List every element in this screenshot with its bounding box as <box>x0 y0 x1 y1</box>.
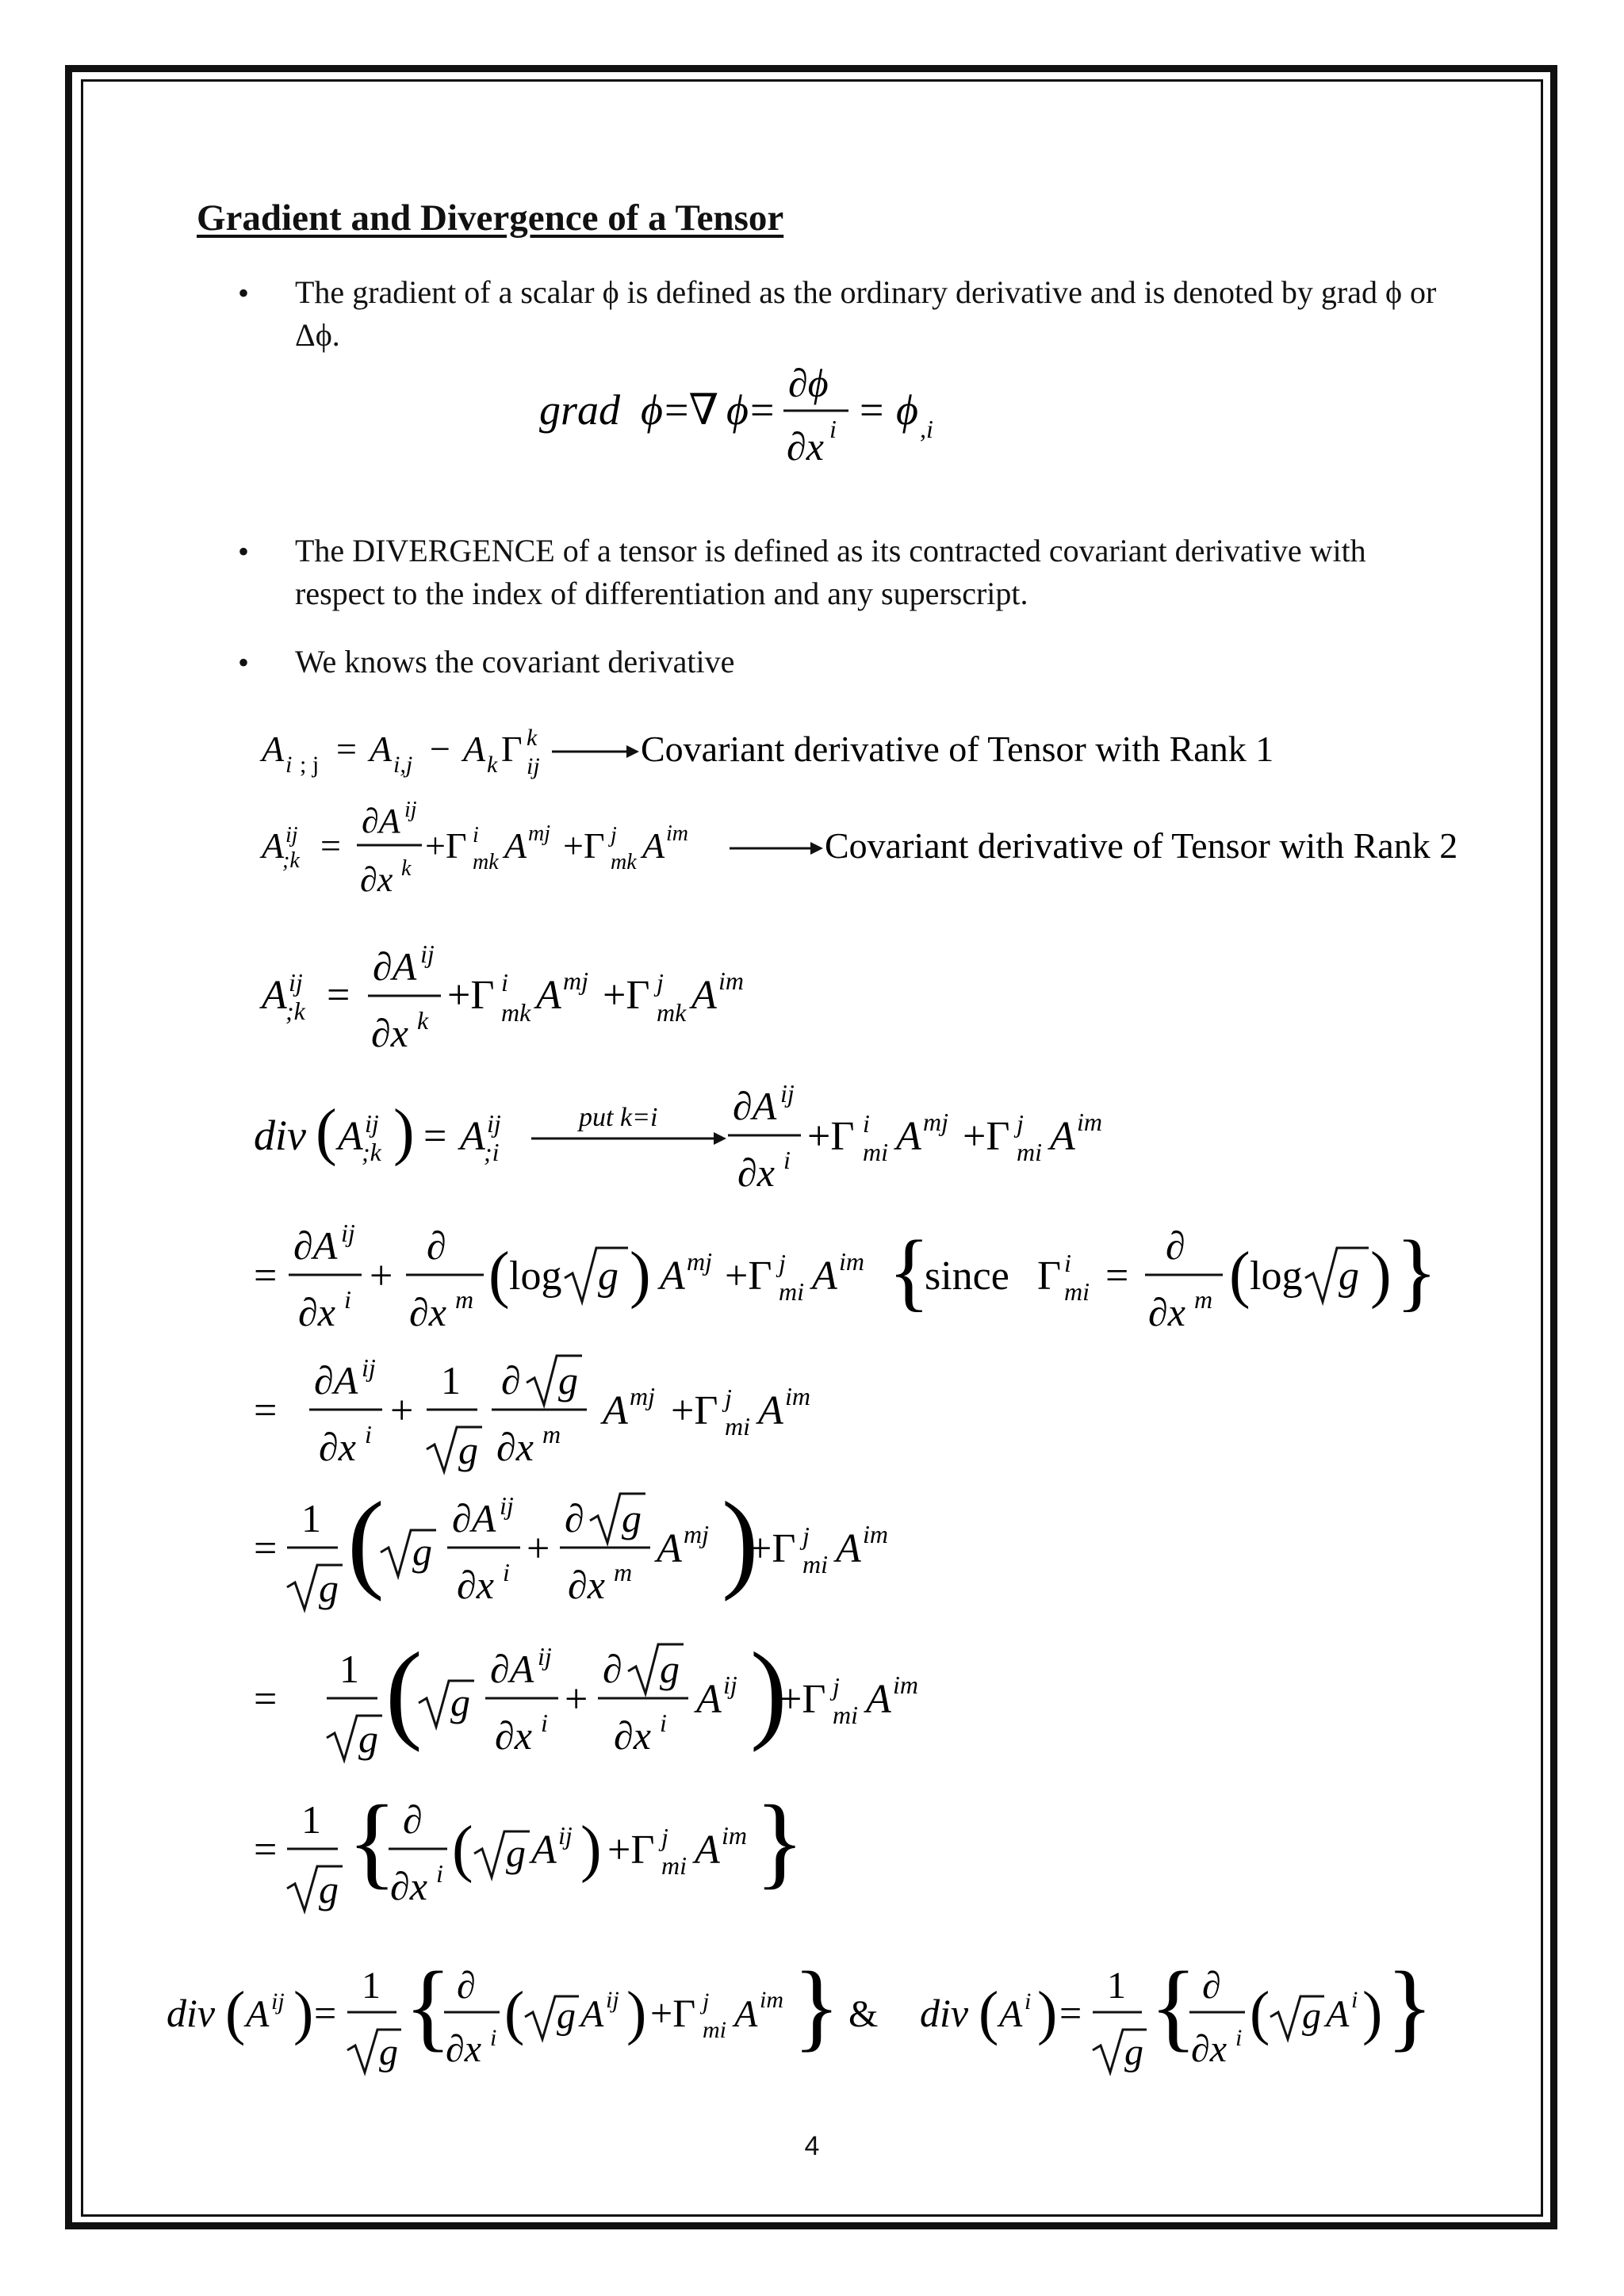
svg-text:mj: mj <box>630 1382 655 1410</box>
svg-text:): ) <box>1362 1980 1383 2046</box>
svg-text:A: A <box>695 1827 720 1873</box>
svg-text:i: i <box>490 2025 497 2051</box>
svg-text:j: j <box>725 1383 732 1412</box>
svg-text:+Γ: +Γ <box>963 1114 1010 1159</box>
svg-text:g: g <box>1302 1995 1321 2037</box>
svg-text:=: = <box>314 1991 337 2035</box>
svg-text:mk: mk <box>501 998 531 1027</box>
rank1-label: Covariant derivative of Tensor with Rank 1 <box>641 729 1274 769</box>
svg-text:i: i <box>541 1709 548 1737</box>
svg-text:i: i <box>285 752 293 778</box>
svg-text:k: k <box>487 752 498 778</box>
svg-text:∂A: ∂A <box>452 1496 496 1540</box>
svg-text:+: + <box>370 1253 393 1299</box>
svg-text:mk: mk <box>657 998 687 1027</box>
svg-text:{: { <box>404 1952 452 2061</box>
svg-text:mj: mj <box>923 1108 948 1136</box>
svg-text:g: g <box>412 1529 432 1574</box>
equation-gradient <box>523 349 967 476</box>
svg-text:mi: mi <box>661 1851 687 1880</box>
svg-text:ij: ij <box>500 1491 514 1520</box>
svg-text:=: = <box>320 825 341 866</box>
svg-text:;i: ;i <box>484 1138 500 1166</box>
equation-rank2 <box>254 793 1538 912</box>
svg-text:∂A: ∂A <box>314 1358 358 1402</box>
svg-text:div: div <box>920 1991 969 2035</box>
svg-text:A: A <box>1050 1114 1075 1159</box>
svg-text:(: ( <box>979 1980 999 2046</box>
svg-text:k: k <box>417 1006 429 1035</box>
svg-text:ij: ij <box>362 1353 376 1382</box>
svg-text:A: A <box>463 729 486 769</box>
bullet-text-divergence: The DIVERGENCE of a tensor is defined as its contracted covariant derivative with respect to the index of differentiation and any superscript. <box>295 533 1366 611</box>
svg-text:=: = <box>1105 1253 1129 1299</box>
svg-text:∂x: ∂x <box>371 1011 408 1055</box>
svg-text:im: im <box>718 966 744 995</box>
svg-text:=: = <box>254 1253 278 1299</box>
section-title: Gradient and Divergence of a Tensor <box>197 197 784 239</box>
page-number: 4 <box>804 2131 820 2161</box>
rank2-label: Covariant derivative of Tensor with Rank 2 <box>825 825 1458 866</box>
svg-text:mj: mj <box>684 1520 709 1548</box>
svg-text:∂: ∂ <box>501 1358 521 1402</box>
equation-div-step1 <box>254 1070 1205 1205</box>
svg-text:A: A <box>758 1388 783 1433</box>
svg-text:∂: ∂ <box>1202 1965 1221 2007</box>
svg-text:m: m <box>614 1558 633 1586</box>
svg-text:i: i <box>829 415 837 443</box>
bullet-dot: • <box>238 645 250 680</box>
svg-text:∂x: ∂x <box>319 1425 356 1469</box>
svg-text:∂x: ∂x <box>457 1563 494 1607</box>
svg-text:A: A <box>531 1827 557 1873</box>
svg-text:i: i <box>660 1709 667 1737</box>
svg-text:i,j: i,j <box>393 752 413 778</box>
svg-text:=∇: =∇ <box>665 386 719 434</box>
bullet-dot: • <box>238 275 250 311</box>
svg-text:): ) <box>722 1483 759 1602</box>
svg-text:∂A: ∂A <box>373 944 417 989</box>
svg-text:; j: ; j <box>300 752 320 778</box>
svg-text:mi: mi <box>833 1701 858 1729</box>
svg-text:∂: ∂ <box>565 1496 584 1540</box>
svg-text:+Γ: +Γ <box>447 973 495 1018</box>
log-label: log <box>509 1253 562 1299</box>
svg-text:A: A <box>999 1993 1023 2035</box>
svg-text:i: i <box>783 1146 791 1174</box>
svg-text:(: ( <box>1229 1240 1251 1310</box>
svg-text:A: A <box>460 1114 485 1159</box>
svg-text:m: m <box>542 1420 561 1448</box>
svg-text:∂x: ∂x <box>360 860 393 899</box>
svg-text:g: g <box>358 1716 378 1761</box>
grad-label: grad <box>539 386 621 434</box>
svg-text:1: 1 <box>301 1797 321 1842</box>
svg-text:∂ϕ: ∂ϕ <box>788 361 829 405</box>
svg-text:∂: ∂ <box>457 1965 476 2007</box>
svg-text:∂x: ∂x <box>446 2028 482 2070</box>
svg-text:m: m <box>1194 1285 1213 1314</box>
svg-text:mj: mj <box>563 966 588 995</box>
svg-text:mj: mj <box>528 821 550 846</box>
svg-text:∂x: ∂x <box>495 1713 532 1758</box>
svg-text:(: ( <box>504 1980 525 2046</box>
svg-text:g: g <box>1124 2031 1143 2073</box>
svg-text:im: im <box>760 1987 783 2013</box>
svg-text:i: i <box>863 1109 870 1138</box>
svg-text:): ) <box>1037 1980 1058 2046</box>
svg-text:ij: ij <box>404 798 417 822</box>
svg-text:im: im <box>1077 1108 1102 1136</box>
svg-text:1: 1 <box>301 1496 321 1540</box>
svg-text:j: j <box>833 1672 840 1701</box>
svg-text:i: i <box>344 1285 351 1314</box>
equation-div-step6 <box>254 1784 888 1927</box>
svg-text:ϕ: ϕ <box>641 386 663 434</box>
svg-text:1: 1 <box>441 1358 461 1402</box>
svg-text:mi: mi <box>779 1277 804 1306</box>
svg-text:): ) <box>293 1980 314 2046</box>
svg-text:+Γ: +Γ <box>563 825 605 866</box>
svg-text:+Γ: +Γ <box>603 973 650 1018</box>
svg-text:i: i <box>1235 2025 1243 2051</box>
svg-text:A: A <box>580 1993 604 2035</box>
svg-text:im: im <box>722 1821 747 1850</box>
svg-text:g: g <box>379 2031 398 2073</box>
svg-text:∂x: ∂x <box>1191 2028 1228 2070</box>
svg-text:log: log <box>1250 1253 1303 1299</box>
svg-text:im: im <box>863 1520 888 1548</box>
svg-text:A: A <box>603 1388 628 1433</box>
svg-text:+: + <box>390 1388 414 1433</box>
svg-text:g: g <box>458 1428 478 1472</box>
svg-text:(: ( <box>452 1814 473 1884</box>
svg-text:+: + <box>565 1677 588 1722</box>
svg-text:i: i <box>1351 1987 1358 2013</box>
svg-text:}: } <box>1386 1952 1434 2061</box>
svg-text:∂x: ∂x <box>1148 1290 1185 1334</box>
equation-div-step4 <box>254 1483 967 1625</box>
svg-text:1: 1 <box>362 1965 381 2007</box>
svg-text:A: A <box>338 1114 363 1159</box>
svg-text:∂x: ∂x <box>737 1150 775 1195</box>
svg-text:ij: ij <box>271 1988 285 2015</box>
svg-text:1: 1 <box>1107 1965 1126 2007</box>
svg-text:}: } <box>1396 1223 1438 1319</box>
svg-text:div: div <box>167 1991 216 2035</box>
svg-text:(: ( <box>225 1980 246 2046</box>
svg-text:g: g <box>660 1647 680 1691</box>
equation-div-step3 <box>254 1348 967 1483</box>
svg-text:=: = <box>327 973 350 1018</box>
svg-text:=: = <box>254 1388 278 1433</box>
svg-text:im: im <box>839 1247 864 1276</box>
svg-text:i: i <box>503 1558 510 1586</box>
svg-text:ij: ij <box>538 1642 552 1670</box>
svg-text:): ) <box>630 1240 651 1310</box>
svg-text:∂x: ∂x <box>496 1425 534 1469</box>
svg-text:1: 1 <box>339 1647 359 1691</box>
svg-text:mk: mk <box>611 850 637 874</box>
svg-text:ij: ij <box>285 823 298 848</box>
svg-text:A: A <box>1326 1993 1350 2035</box>
svg-text:A: A <box>262 825 285 866</box>
svg-text:∂A: ∂A <box>490 1647 534 1691</box>
svg-text:∂: ∂ <box>403 1797 423 1842</box>
svg-text:{: { <box>1150 1952 1197 2061</box>
svg-text:A: A <box>262 729 285 769</box>
svg-text:g: g <box>450 1680 470 1724</box>
svg-text:ij: ij <box>365 1109 379 1138</box>
svg-text:=: = <box>254 1526 278 1571</box>
svg-text:A: A <box>734 1993 758 2035</box>
svg-text:g: g <box>319 1566 339 1610</box>
svg-text:A: A <box>246 1993 270 2035</box>
svg-text:): ) <box>750 1633 787 1753</box>
svg-text:i: i <box>501 968 508 997</box>
svg-text:ij: ij <box>780 1079 795 1108</box>
svg-text:(: ( <box>316 1097 337 1167</box>
equation-div-step2 <box>254 1213 1459 1348</box>
svg-text:+Γ: +Γ <box>779 1677 826 1722</box>
svg-text:,i: ,i <box>920 415 933 443</box>
svg-text:Γ: Γ <box>501 729 523 769</box>
and-symbol: & <box>848 1993 879 2035</box>
since-label: since <box>925 1253 1009 1299</box>
svg-text:+Γ: +Γ <box>749 1526 796 1571</box>
svg-text:;k: ;k <box>282 848 300 873</box>
svg-text:∂A: ∂A <box>733 1084 777 1128</box>
svg-text:k: k <box>401 856 412 881</box>
svg-text:=: = <box>860 386 884 434</box>
svg-text:ij: ij <box>558 1821 573 1850</box>
svg-text:i: i <box>1064 1249 1071 1277</box>
svg-text:j: j <box>703 1988 710 2015</box>
svg-text:): ) <box>626 1980 647 2046</box>
svg-text:j: j <box>611 823 617 848</box>
svg-text:mi: mi <box>802 1550 828 1578</box>
put-label: put k=i <box>579 1103 658 1132</box>
svg-text:ij: ij <box>606 1987 619 2013</box>
svg-text:}: } <box>793 1952 841 2061</box>
svg-text:−: − <box>430 729 450 769</box>
svg-text:m: m <box>455 1285 474 1314</box>
equation-rank1 <box>254 714 1364 793</box>
svg-text:i: i <box>365 1420 372 1448</box>
svg-text:+Γ: +Γ <box>725 1253 772 1299</box>
svg-text:+Γ: +Γ <box>650 1991 696 2035</box>
svg-text:mi: mi <box>1064 1277 1090 1306</box>
svg-text:k: k <box>527 725 538 751</box>
svg-text:A: A <box>691 973 717 1018</box>
svg-text:∂x: ∂x <box>298 1290 335 1334</box>
svg-text:A: A <box>262 973 287 1018</box>
svg-text:(: ( <box>385 1633 423 1753</box>
svg-text:A: A <box>370 729 393 769</box>
svg-text:∂x: ∂x <box>614 1713 651 1758</box>
svg-text:j: j <box>802 1521 810 1550</box>
svg-text:A: A <box>657 1526 682 1571</box>
svg-text:j: j <box>657 968 664 997</box>
equation-rank2-restated <box>254 936 967 1062</box>
svg-text:g: g <box>622 1496 642 1540</box>
svg-text:i: i <box>436 1859 443 1888</box>
svg-text:ij: ij <box>341 1219 355 1247</box>
svg-text:mi: mi <box>863 1138 888 1166</box>
svg-text:{: { <box>347 1785 397 1899</box>
svg-text:=: = <box>750 386 775 434</box>
svg-text:i: i <box>1025 1988 1032 2015</box>
svg-text:A: A <box>866 1677 891 1722</box>
svg-text:∂A: ∂A <box>293 1223 338 1268</box>
svg-text:+: + <box>527 1526 550 1571</box>
svg-text:+Γ: +Γ <box>607 1827 655 1873</box>
svg-text:∂x: ∂x <box>409 1290 446 1334</box>
svg-text:A: A <box>660 1253 685 1299</box>
equation-div-final <box>159 1950 1459 2093</box>
svg-text:g: g <box>1339 1253 1359 1299</box>
svg-text:): ) <box>580 1814 602 1884</box>
svg-text:ij: ij <box>723 1670 737 1699</box>
svg-text:A: A <box>536 973 561 1018</box>
svg-text:A: A <box>696 1677 722 1722</box>
svg-text:g: g <box>598 1253 619 1299</box>
svg-text:ij: ij <box>527 753 540 779</box>
svg-text:+Γ: +Γ <box>425 825 467 866</box>
svg-text:j: j <box>661 1823 668 1851</box>
svg-text:j: j <box>1017 1109 1024 1138</box>
svg-text:A: A <box>504 825 527 866</box>
bullet-text-gradient: The gradient of a scalar ϕ is defined as the ordinary derivative and is denoted by grad ϕ or Δϕ. <box>295 274 1437 353</box>
svg-text:ϕ: ϕ <box>896 386 918 434</box>
bullet-dot: • <box>238 534 250 569</box>
svg-text:A: A <box>812 1253 837 1299</box>
svg-text:im: im <box>893 1670 918 1699</box>
svg-text:+Γ: +Γ <box>671 1388 718 1433</box>
svg-text:A: A <box>642 825 665 866</box>
svg-text:mi: mi <box>703 2017 726 2043</box>
svg-text:∂: ∂ <box>1166 1223 1185 1268</box>
svg-text:): ) <box>393 1097 415 1167</box>
svg-text:;k: ;k <box>362 1138 381 1166</box>
svg-text:i: i <box>473 823 479 848</box>
svg-text:ϕ: ϕ <box>726 386 749 434</box>
svg-text:): ) <box>1370 1240 1392 1310</box>
svg-text:mk: mk <box>473 850 499 874</box>
svg-text:;k: ;k <box>285 997 305 1025</box>
svg-text:im: im <box>666 821 688 846</box>
svg-text:mj: mj <box>687 1247 712 1276</box>
svg-text:=: = <box>423 1114 447 1159</box>
svg-text:g: g <box>557 1995 576 2037</box>
svg-text:∂: ∂ <box>427 1223 446 1268</box>
svg-text:=: = <box>1059 1991 1082 2035</box>
svg-text:g: g <box>506 1831 526 1875</box>
svg-text:∂x: ∂x <box>568 1563 605 1607</box>
svg-text:ij: ij <box>487 1109 501 1138</box>
svg-text:(: ( <box>488 1240 510 1310</box>
svg-text:A: A <box>896 1114 921 1159</box>
svg-text:j: j <box>779 1249 786 1277</box>
svg-text:(: ( <box>347 1483 385 1602</box>
equation-div-step5 <box>254 1633 967 1776</box>
svg-text:=: = <box>254 1827 278 1873</box>
svg-text:+Γ: +Γ <box>807 1114 855 1159</box>
svg-text:ij: ij <box>420 939 435 968</box>
svg-text:∂x: ∂x <box>787 424 824 469</box>
svg-text:g: g <box>319 1867 339 1911</box>
svg-text:g: g <box>558 1358 578 1402</box>
svg-text:{: { <box>888 1223 930 1319</box>
svg-text:(: ( <box>1250 1980 1270 2046</box>
svg-text:ij: ij <box>289 968 303 997</box>
svg-text:mi: mi <box>1017 1138 1042 1166</box>
svg-text:im: im <box>785 1382 810 1410</box>
svg-text:∂: ∂ <box>603 1647 622 1691</box>
svg-text:=: = <box>336 729 357 769</box>
bullet-text-covariant: We knows the covariant derivative <box>295 644 735 679</box>
svg-text:mi: mi <box>725 1412 750 1441</box>
div-label: div <box>254 1112 306 1159</box>
svg-text:=: = <box>254 1677 278 1722</box>
svg-text:∂A: ∂A <box>362 802 400 840</box>
svg-text:∂x: ∂x <box>390 1864 427 1908</box>
svg-text:Γ: Γ <box>1037 1253 1062 1299</box>
svg-text:}: } <box>755 1785 805 1899</box>
svg-text:A: A <box>836 1526 861 1571</box>
